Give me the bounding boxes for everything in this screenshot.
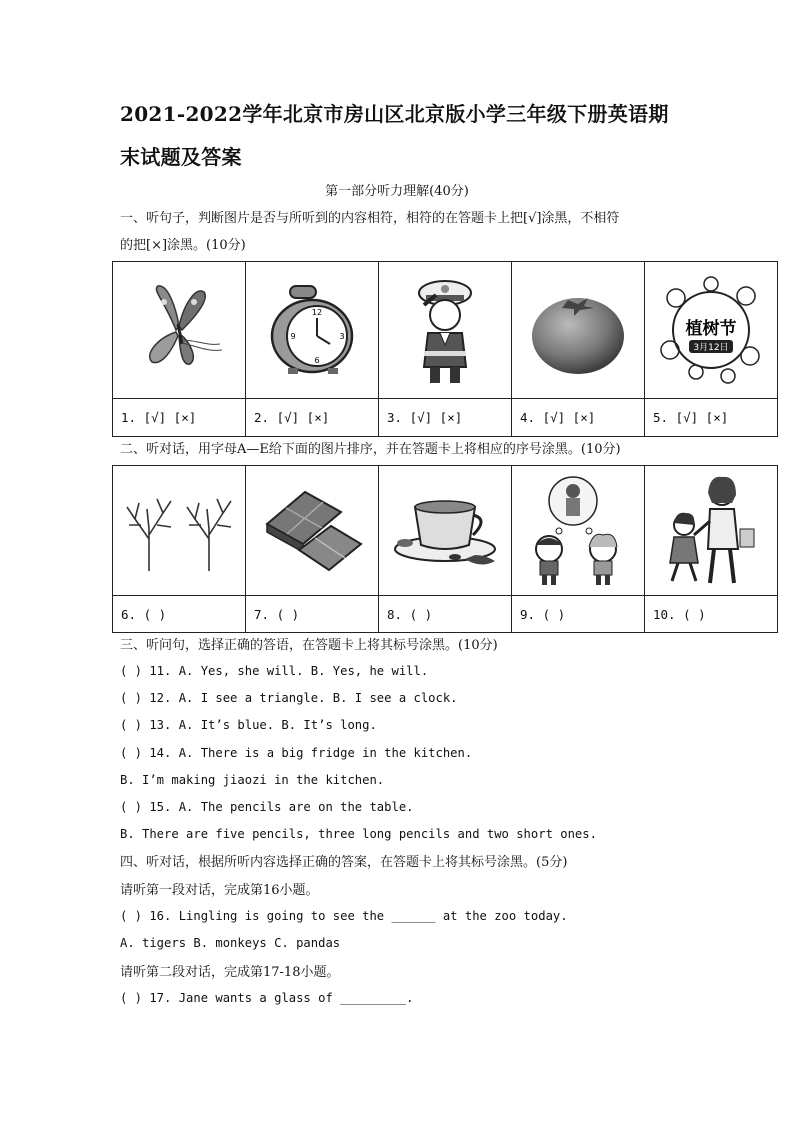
question-16: ( ) 16. Lingling is going to see the ______ at the zoo today.: [120, 909, 568, 923]
answer-label-1: 1. [√] [×]: [113, 399, 246, 437]
picture-cell: [113, 466, 246, 596]
answer-label-10: 10. ( ): [645, 596, 778, 633]
bare-trees-icon: [119, 489, 239, 573]
answer-label-8: 8. ( ): [379, 596, 512, 633]
answer-label-3: 3. [√] [×]: [379, 399, 512, 437]
question-17: ( ) 17. Jane wants a glass of _________.: [120, 991, 414, 1005]
answer-label-5: 5. [√] [×]: [645, 399, 778, 437]
question-16-options: A. tigers B. monkeys C. pandas: [120, 936, 341, 950]
section2-instruction: 二、听对话，用字母A—E给下面的图片排序，并在答题卡上将相应的序号涂黑。(10分): [120, 442, 621, 457]
question-14-option-b: B. I’m making jiaozi in the kitchen.: [120, 773, 385, 787]
answer-label-2: 2. [√] [×]: [246, 399, 379, 437]
clock-number: 6: [314, 356, 320, 365]
picture-cell: [645, 262, 778, 399]
picture-cell: [246, 262, 379, 399]
badge-date: 3月12日: [693, 343, 729, 353]
question-15: ( ) 15. A. The pencils are on the table.: [120, 800, 414, 814]
answer-label-9: 9. ( ): [512, 596, 645, 633]
dialog-2-prompt: 请听第二段对话，完成第17-18小题。: [120, 965, 340, 980]
document-title-line-1: 2021-2022学年北京市房山区北京版小学三年级下册英语期: [120, 102, 669, 126]
answer-label-4: 4. [√] [×]: [512, 399, 645, 437]
section3-instruction: 三、听问句，选择正确的答语，在答题卡上将其标号涂黑。(10分): [120, 638, 498, 653]
clock-number: 3: [339, 332, 345, 341]
kids-thinking-icon: [523, 473, 633, 589]
question-12: ( ) 12. A. I see a triangle. B. I see a clock.: [120, 691, 458, 705]
question-11: ( ) 11. A. Yes, she will. B. Yes, he will.: [120, 664, 429, 678]
tomato-icon: [528, 282, 628, 378]
section2-picture-table: [112, 465, 778, 633]
section1-picture-table: [112, 261, 778, 437]
question-15-option-b: B. There are five pencils, three long pencils and two short ones.: [120, 827, 597, 841]
section4-instruction: 四、听对话，根据所听内容选择正确的答案，在答题卡上将其标号涂黑。(5分): [120, 855, 568, 870]
dialog-1-prompt: 请听第一段对话，完成第16小题。: [120, 883, 319, 898]
question-14: ( ) 14. A. There is a big fridge in the kitchen.: [120, 746, 473, 760]
chocolate-icon: [257, 486, 367, 576]
picture-cell: [246, 466, 379, 596]
picture-cell: [645, 466, 778, 596]
picture-cell: [512, 466, 645, 596]
badge-title: 植树节: [685, 319, 737, 339]
section1-instruction-cont: 的把[×]涂黑。(10分): [120, 238, 246, 253]
clock-icon: [262, 280, 362, 380]
document-title-line-2: 末试题及答案: [120, 145, 242, 169]
butterfly-icon: [124, 280, 234, 380]
clock-number: 9: [290, 332, 296, 341]
picture-cell: [379, 466, 512, 596]
picture-cell: [113, 262, 246, 399]
section1-instruction: 一、听句子，判断图片是否与所听到的内容相符，相符的在答题卡上把[√]涂黑，不相符: [120, 211, 620, 226]
part-heading: 第一部分听力理解(40分): [325, 184, 469, 199]
answer-label-6: 6. ( ): [113, 596, 246, 633]
mother-daughter-icon: [656, 473, 766, 589]
answer-label-7: 7. ( ): [246, 596, 379, 633]
clock-number: 12: [311, 308, 323, 317]
policeman-icon: [400, 271, 490, 389]
tea-cup-icon: [385, 483, 505, 579]
tree-planting-day-icon: [656, 272, 766, 388]
picture-cell: [379, 262, 512, 399]
picture-cell: [512, 262, 645, 399]
question-13: ( ) 13. A. It’s blue. B. It’s long.: [120, 718, 377, 732]
